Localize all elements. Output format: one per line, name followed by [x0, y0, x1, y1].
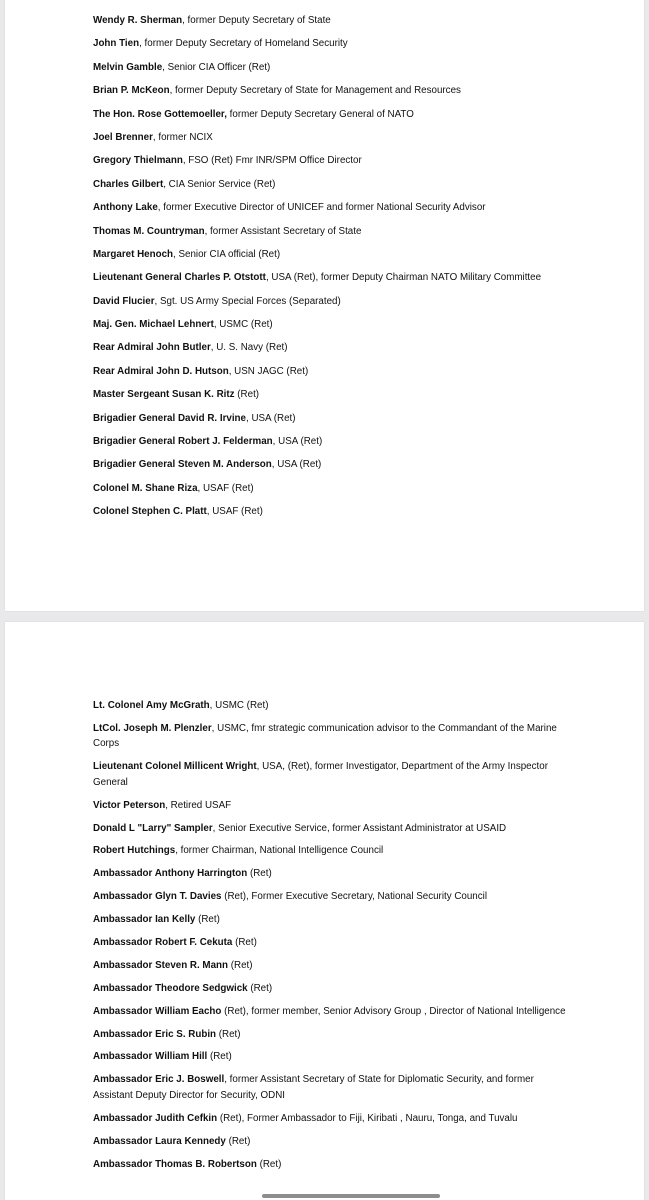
document-page-2 [5, 622, 644, 1200]
signatory-entry: Joel Brenner, former NCIX [93, 131, 213, 143]
signatory-entry: Ambassador Thomas B. Robertson (Ret) [93, 1158, 282, 1170]
signatory-entry: Maj. Gen. Michael Lehnert, USMC (Ret) [93, 319, 273, 331]
signatory-entry: Lieutenant Colonel Millicent Wright, USA, (Ret), former Investigator, Department of the Army Inspector General [93, 761, 548, 788]
signatory-entry: Ambassador Theodore Sedgwick (Ret) [93, 982, 273, 994]
signatory-entry: Ambassador Anthony Harrington (Ret) [93, 868, 272, 880]
signatory-entry: Victor Peterson, Retired USAF [93, 799, 232, 811]
signatory-entry: Brigadier General Steven M. Anderson, USA (Ret) [93, 459, 322, 471]
signatory-entry: Lt. Colonel Amy McGrath, USMC (Ret) [93, 700, 269, 711]
signatory-entry: Melvin Gamble, Senior CIA Officer (Ret) [93, 61, 271, 73]
signatory-entry: Brigadier General David R. Irvine, USA (Ret) [93, 412, 296, 424]
signatory-entry: Thomas M. Countryman, former Assistant Secretary of State [93, 225, 362, 237]
signatory-entry: Brigadier General Robert J. Felderman, USA (Ret) [93, 436, 323, 448]
signatory-entry: Master Sergeant Susan K. Ritz (Ret) [93, 389, 260, 401]
signatory-entry: Rear Admiral John D. Hutson, USN JAGC (Ret) [93, 365, 309, 377]
signatory-entry: Margaret Henoch, Senior CIA official (Ret) [93, 248, 281, 260]
signatory-entry: Ambassador William Hill (Ret) [93, 1051, 232, 1063]
signatory-entry: Robert Hutchings, former Chairman, National Intelligence Council [93, 845, 384, 857]
signatory-entry: Ambassador Eric J. Boswell, former Assistant Secretary of State for Diplomatic Security, and former Assistant Deputy Director for Security, ODNI [93, 1074, 534, 1101]
signatory-entry: John Tien, former Deputy Secretary of Homeland Security [93, 38, 348, 50]
horizontal-scrollbar[interactable] [262, 1194, 440, 1198]
signatory-entry: Gregory Thielmann, FSO (Ret) Fmr INR/SPM Office Director [93, 155, 362, 167]
signatory-entry: Lieutenant General Charles P. Otstott, USA (Ret), former Deputy Chairman NATO Military Committee [93, 272, 542, 284]
signatory-entry: Brian P. McKeon, former Deputy Secretary of State for Management and Resources [93, 85, 461, 97]
signatory-entry: Ambassador Eric S. Rubin (Ret) [93, 1028, 241, 1040]
signatory-entry: Rear Admiral John Butler, U. S. Navy (Ret) [93, 342, 288, 354]
signatory-entry: David Flucier, Sgt. US Army Special Forces (Separated) [93, 295, 341, 307]
signatory-entry: Ambassador Laura Kennedy (Ret) [93, 1135, 251, 1147]
signatory-entry: Charles Gilbert, CIA Senior Service (Ret) [93, 178, 276, 190]
document-page-1 [5, 0, 644, 611]
signatory-list-1 [93, 13, 574, 528]
signatory-entry: Colonel M. Shane Riza, USAF (Ret) [93, 482, 254, 494]
signatory-entry: Ambassador Steven R. Mann (Ret) [93, 959, 253, 971]
signatory-entry: Donald L "Larry" Sampler, Senior Executive Service, former Assistant Administrator at USAID [93, 822, 507, 834]
signatory-entry: Anthony Lake, former Executive Director of UNICEF and former National Security Advisor [93, 202, 486, 214]
signatory-entry: Wendy R. Sherman, former Deputy Secretary of State [93, 15, 331, 26]
signatory-entry: Colonel Stephen C. Platt, USAF (Ret) [93, 506, 263, 518]
signatory-entry: Ambassador Ian Kelly (Ret) [93, 914, 220, 926]
signatory-entry: Ambassador William Eacho (Ret), former member, Senior Advisory Group , Director of National Intelligence [93, 1005, 566, 1017]
signatory-list-2 [93, 698, 574, 1179]
signatory-entry: The Hon. Rose Gottemoeller, former Deputy Secretary General of NATO [93, 108, 414, 120]
signatory-entry: Ambassador Judith Cefkin (Ret), Former Ambassador to Fiji, Kiribati , Nauru, Tonga, and Tuvalu [93, 1112, 518, 1124]
signatory-entry: Ambassador Robert F. Cekuta (Ret) [93, 937, 257, 949]
signatory-entry: LtCol. Joseph M. Plenzler, USMC, fmr strategic communication advisor to the Commandant of the Marine Corps [93, 722, 557, 750]
signatory-entry: Ambassador Glyn T. Davies (Ret), Former Executive Secretary, National Security Council [93, 891, 488, 903]
